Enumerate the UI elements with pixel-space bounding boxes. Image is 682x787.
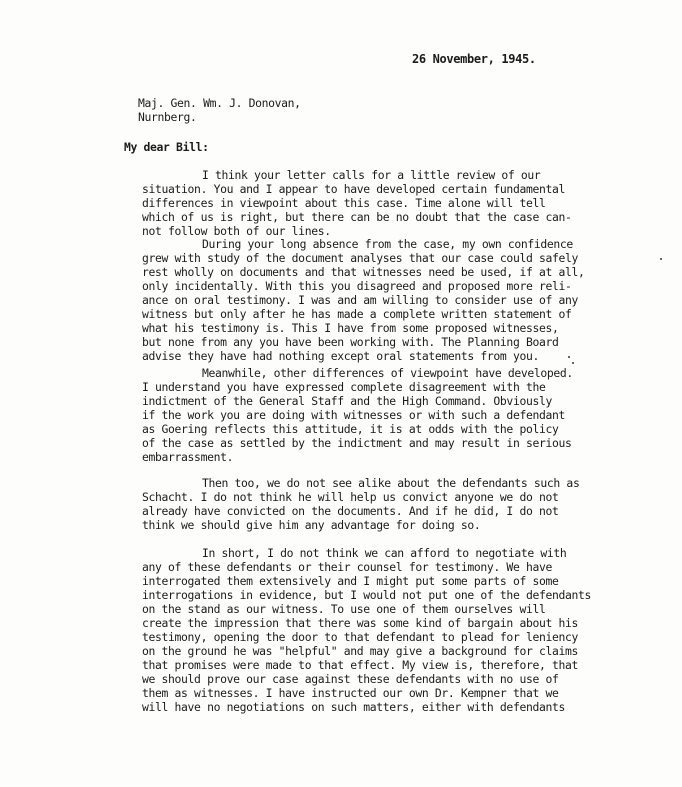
paragraph-line: already have convicted on the documents. And if he did, I do not [142,504,559,518]
paragraph-line: rest wholly on documents and that witnesses need be used, if at all, [142,265,585,279]
paragraph-line: as Goering reflects this attitude, it is at odds with the policy [142,422,559,436]
paragraph-line: only incidentally. With this you disagreed and proposed more reli- [142,279,572,293]
paper-speck [660,258,662,260]
paragraph-line: I understand you have expressed complete disagreement with the [142,380,546,394]
paragraph-line: situation. You and I appear to have developed certain fundamental [142,182,566,196]
paper-speck [572,362,574,364]
paragraph-line: create the impression that there was some kind of bargain about his [142,616,579,630]
paragraph-line: but none from any you have been working with. The Planning Board [142,335,559,349]
paragraph-line: witness but only after he has made a complete written statement of [142,307,572,321]
paper-speck [568,356,570,358]
paragraph-line: grew with study of the document analyses that our case could safely [142,251,579,265]
paragraph-line: Then too, we do not see alike about the defendants such as [202,476,580,490]
letter-date: 26 November, 1945. [412,52,536,66]
paragraph-line: we should prove our case against these defendants with no use of [142,672,559,686]
recipient-location: Nurnberg. [138,110,197,124]
paragraph-line: interrogations in evidence, but I would not put one of the defendants [142,588,592,602]
paragraph-line: will have no negotiations on such matters, either with defendants [142,700,566,714]
paragraph-line: think we should give him any advantage for doing so. [142,518,481,532]
paragraph-line: During your long absence from the case, my own confidence [202,237,573,251]
paragraph-line: of the case as settled by the indictment and may result in serious [142,436,572,450]
paragraph-line: embarrassment. [142,450,234,464]
paragraph-line: on the stand as our witness. To use one of them ourselves will [142,602,546,616]
paragraph-line: testimony, opening the door to that defendant to plead for leniency [142,630,579,644]
paragraph-line: differences in viewpoint about this case. Time alone will tell [142,196,546,210]
paragraph-line: In short, I do not think we can afford to negotiate with [202,546,567,560]
paragraph-line: interrogated them extensively and I might put some parts of some [142,574,559,588]
paragraph-line: advise they have had nothing except oral statements from you. [142,349,539,363]
paragraph-line: ance on oral testimony. I was and am willing to consider use of any [142,293,579,307]
paragraph-line: Schacht. I do not think he will help us convict anyone we do not [142,490,559,504]
paragraph-line: them as witnesses. I have instructed our own Dr. Kempner that we [142,686,559,700]
paragraph-line: indictment of the General Staff and the High Command. Obviously [142,394,552,408]
paragraph-line: I think your letter calls for a little review of our [202,168,541,182]
paragraph-line: Meanwhile, other differences of viewpoint have developed. [202,366,573,380]
paragraph-line: what his testimony is. This I have from some proposed witnesses, [142,321,559,335]
paragraph-line: if the work you are doing with witnesses or with such a defendant [142,408,566,422]
salutation: My dear Bill: [124,140,209,154]
paragraph-line: that promises were made to that effect. My view is, therefore, that [142,658,579,672]
paragraph-line: not follow both of our lines. [142,224,331,238]
recipient-name: Maj. Gen. Wm. J. Donovan, [138,96,301,110]
paragraph-line: on the ground he was "helpful" and may give a background for claims [142,644,579,658]
paragraph-line: which of us is right, but there can be no doubt that the case can- [142,210,572,224]
paragraph-line: any of these defendants or their counsel for testimony. We have [142,560,552,574]
